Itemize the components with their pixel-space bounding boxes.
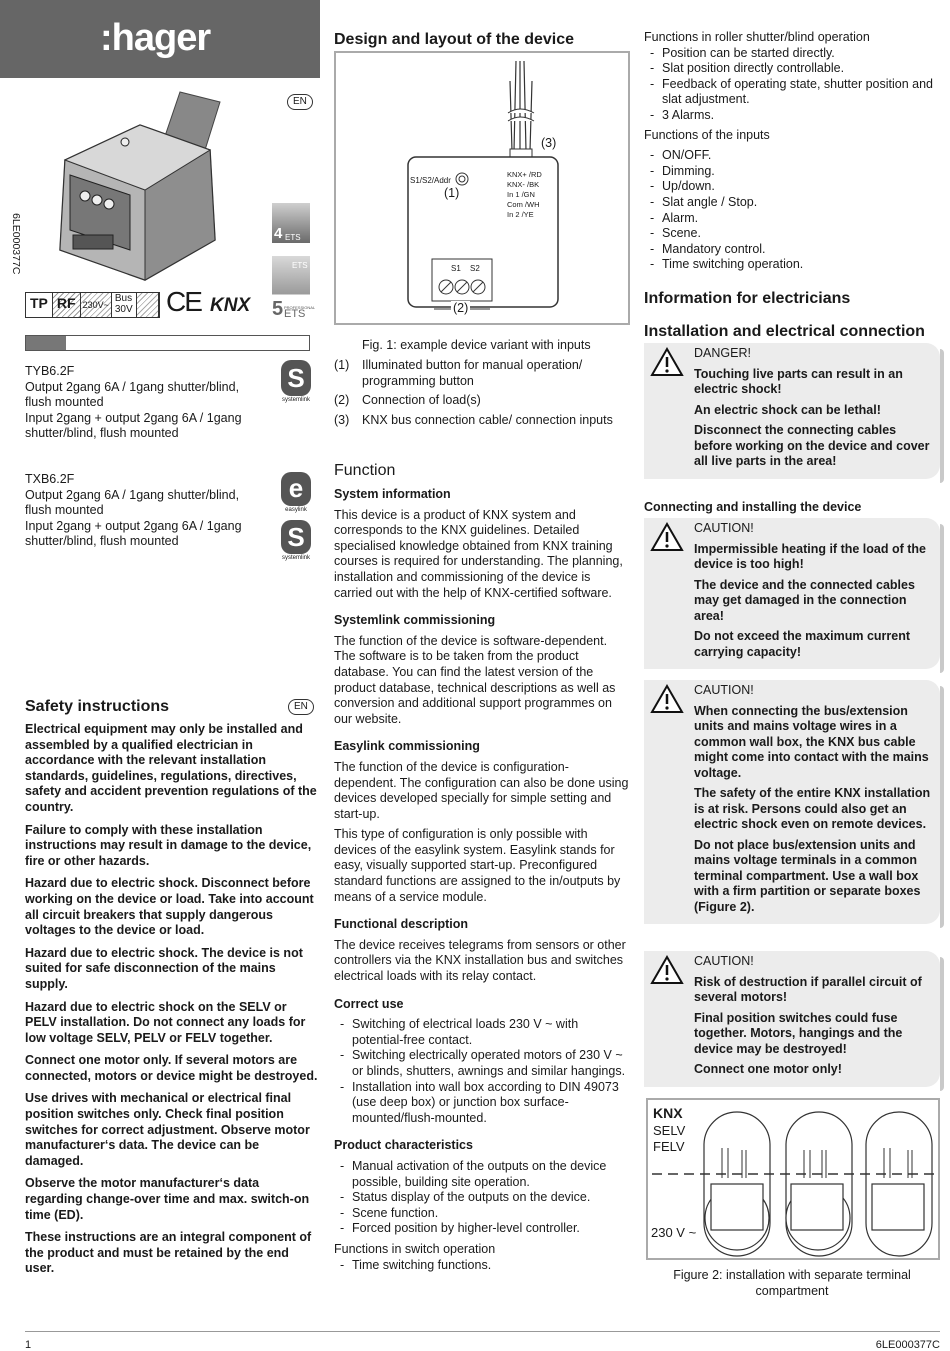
fig1-label-3: (3)	[541, 136, 557, 150]
fig1-label-1: (1)	[444, 186, 460, 200]
function-title: Function	[334, 462, 396, 479]
fig1-legend: (1) Illuminated button for manual operation/ programming button (2) Connection of load(s) (3) KNX bus connection cable/ connection inputs	[334, 358, 613, 427]
bus-badge: Bus 30V	[112, 293, 137, 317]
doc-code-vertical: 6LE000377C	[9, 213, 22, 275]
fig2-caption: Figure 2: installation with separate terminal compartment	[673, 1268, 911, 1298]
fig2-selv: SELV	[653, 1123, 686, 1138]
lang-badge: EN	[287, 94, 313, 110]
safety-text: Electrical equipment may only be installed and assembled by a qualified electrician in accordance with the relevant installation standards, guidelines, regulations, directives, safety and accident prevention regulations of the country. Failure to comply with these installation instructions may result in damage to the device, fire or other hazards. Hazard due to electric shock. Disconnect before working on the device or load. Take into account all circuit breakers that supply dangerous voltages to the device or load. Hazard due to electric shock. The device is not suited for safe disconnection of the mains supply. Hazard due to electric shock on the SELV or PELV installation. Do not connect any loads for low voltage SELV, PELV or FELV together. Connect one motor only. If several motors are connected, motors or device might be destroyed. Use drives with mechanical or electrical final position switches only. Check final position switches for correct adjustment. Observe motor manufacturer‘s data. The device can be damaged. Observe the motor manufacturer‘s data regarding change-over time and max. switch-on time (ED). These instructions are an integral component of the product and must be retained by the end user.	[25, 722, 318, 1276]
fig1-caption: Fig. 1: example device variant with inputs	[362, 338, 591, 352]
fig1-wire-labels: KNX+ /RD KNX- /BK In 1 /GN Com /WH In 2 /YE	[507, 170, 542, 219]
warning-icon	[650, 684, 684, 714]
product-txb: TXB6.2F Output 2gang 6A / 1gang shutter/blind, flush mounted Input 2gang + output 2gang 6A / 1gang shutter/blind, flush mounted	[25, 472, 242, 548]
footer-rule	[25, 1331, 940, 1332]
ce-mark: CE	[166, 286, 201, 317]
roller-functions: Functions in roller shutter/blind operation - Position can be started directly. - Slat position directly controllable. - Feedback of operating state, shutter position and slat adjustment. - 3 Alarms. Functions of the inputs - ON/OFF. - Dimming. - Up/down. - Slat angle / Stop. - Alarm. - Scene. - Mandatory control. - Time switching operation.	[644, 30, 944, 273]
ets4-logo: 4 ETS	[272, 203, 310, 243]
badge-row	[25, 292, 160, 318]
warning-icon	[650, 955, 684, 985]
tp-badge: TP	[26, 293, 53, 317]
footer-code: 6LE000377C	[875, 1339, 940, 1351]
warning-icon	[650, 347, 684, 377]
install-title: Installation and electrical connection	[644, 323, 925, 340]
rf-badge: RF	[53, 293, 81, 317]
function-section: Function System information This device is a product of KNX system and corresponds to the KNX guidelines. Detailed specialised knowledge obtained from KNX training courses is required for understanding. The planning, installation and commissioning of the device is carried out with the help of KNX-certified software. Systemlink commissioning The function of the device is software-dependent. The software is to be taken from the product database. You can find the latest version of the product database, technical descriptions as well as conversion and additional support programmes on our website. Easylink commissioning The function of the device is configuration-dependent. The configuration can also be done using devices developed specially for simple setting and start-up. This type of configuration is only possible with devices of the easylink system. Easylink stands for easy, visually supported start-up. Preconfigured standard functions are assigned to the in/outputs by means of a service module. Functional description The device receives telegrams from sensors or other controllers via the KNX installation bus and switches electrical loads with its relay contact. Correct use - Switching of electrical loads 230 V ~ with potential-free contact. - Switching electrically operated motors of 230 V ~ or blinds, shutters, awnings and similar hangings. - Installation into wall box according to DIN 49073 (use deep box) or junction box surface-mounted/flush-mounted. Product characteristics - Manual activation of the outputs on the device possible, building site operation. - Status display of the outputs on the device. - Scene function. - Forced position by higher-level controller. Functions in switch operation - Time switching functions.	[334, 461, 630, 1273]
easylink-logo: e easylink	[278, 472, 314, 514]
ets5-logo: ETS 5 PROFESSIONAL ETS	[272, 256, 310, 320]
page-number: 1	[25, 1339, 32, 1351]
warning-icon	[650, 522, 684, 552]
safety-lang-badge: EN	[288, 699, 314, 715]
electricians-title: Information for electricians	[644, 290, 851, 307]
safety-title: Safety instructions	[25, 698, 170, 715]
systemlink-logo-1: S systemlink	[278, 360, 314, 404]
fig2-230v: 230 V ~	[651, 1225, 697, 1240]
design-title: Design and layout of the device	[334, 31, 575, 48]
knx-logo: KNX	[210, 295, 251, 316]
device-illustration	[45, 90, 225, 290]
connecting-title: Connecting and installing the device	[644, 500, 862, 514]
voltage-badge: 230V~	[81, 293, 112, 317]
product-bar	[25, 335, 310, 351]
fig2-felv: FELV	[653, 1139, 685, 1154]
product-tyb: TYB6.2F Output 2gang 6A / 1gang shutter/blind, flush mounted Input 2gang + output 2gang 6A / 1gang shutter/blind, flush mounted	[25, 364, 242, 440]
hatched-badge	[137, 293, 159, 317]
hager-logo: :hager	[100, 17, 211, 59]
caution-box-2: CAUTION! When connecting the bus/extension units and mains voltage wires in a common wall box, the KNX bus cable might come into contact with the mains voltage. The safety of the entire KNX installation is at risk. Persons could also get an electric shock even on remote devices. Do not place bus/extension units and mains voltage terminals in a common terminal compartment. Use a wall box with a firm partition or separate boxes (Figure 2).	[644, 680, 940, 924]
fig1-device-diagram	[334, 51, 630, 325]
danger-box: DANGER! Touching live parts can result in an electric shock! An electric shock can be lethal! Disconnect the connecting cables before working on the device and cover all live parts in the area!	[644, 343, 940, 479]
fig2-knx: KNX	[653, 1105, 683, 1121]
caution-box-3: CAUTION! Risk of destruction if parallel circuit of several motors! Final position switches could fuse together. Motors, hangings and the device may be destroyed! Connect one motor only!	[644, 951, 940, 1087]
fig1-s2: S2	[470, 264, 480, 273]
fig1-label-2: (2)	[453, 301, 469, 315]
fig1-s1: S1	[451, 264, 461, 273]
fig1-button-label: S1/S2/Addr	[410, 176, 451, 185]
caution-box-1: CAUTION! Impermissible heating if the load of the device is too high! The device and the connected cables may get damaged in the connection area! Do not exceed the maximum current carrying capacity!	[644, 518, 940, 669]
systemlink-logo-2: S systemlink	[281, 522, 310, 561]
